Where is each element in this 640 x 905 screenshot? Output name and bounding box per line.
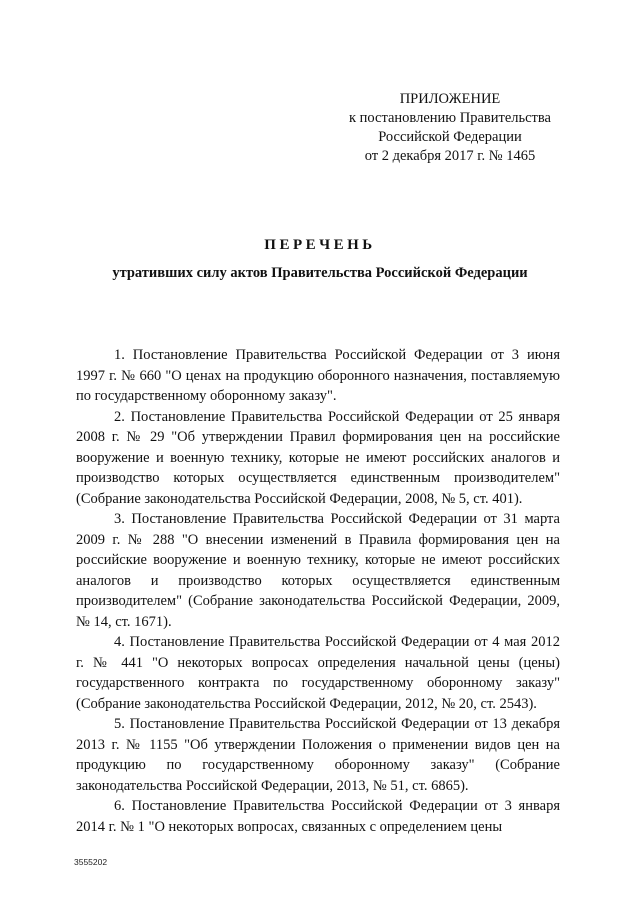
appendix-line-2: Российской Федерации [378, 129, 522, 145]
appendix-line-3: от 2 декабря 2017 г. № 1465 [364, 148, 536, 164]
list-item: 3. Постановление Правительства Российской Федерации от 31 марта 2009 г. № 288 "О внесении изменений в Правила формирования цен на российские вооружение и военную технику, которые не имеют российских аналогов и производство которых осуществляется единственным производителем" (Собрание законодательства Российской Федерации, 2009, № 14, ст. 1671). [76, 511, 560, 630]
appendix-title: ПРИЛОЖЕНИЕ [399, 91, 501, 107]
list-item: 1. Постановление Правительства Российской Федерации от 3 июня 1997 г. № 660 "О ценах на продукцию оборонного назначения, поставляемую по государственному оборонному заказу". [76, 347, 560, 404]
list-item: 4. Постановление Правительства Российской Федерации от 4 мая 2012 г. № 441 "О некоторых вопросах определения начальной цены (цены) государственного контракта по государственному оборонному заказу" (Собрание законодательства Российской Федерации, 2012, № 20, ст. 2543). [76, 634, 560, 712]
document-title: ПЕРЕЧЕНЬ [264, 237, 376, 253]
document-subtitle: утративших силу актов Правительства Российской Федерации [112, 265, 528, 281]
appendix-line-1: к постановлению Правительства [349, 110, 551, 126]
list-item: 5. Постановление Правительства Российской Федерации от 13 декабря 2013 г. № 1155 "Об утверждении Положения о применении видов цен на продукцию по государственному оборонному заказу" (Собрание законодательства Российской Федерации, 2013, № 51, ст. 6865). [76, 716, 560, 794]
document-code: 3555202 [74, 857, 108, 867]
list-item: 6. Постановление Правительства Российской Федерации от 3 января 2014 г. № 1 "О некоторых вопросах, связанных с определением цены [76, 798, 560, 835]
list-item: 2. Постановление Правительства Российской Федерации от 25 января 2008 г. № 29 "Об утверждении Правил формирования цен на российские вооружение и военную технику, которые не имеют российских аналогов и производство которых осуществляется единственным производителем" (Собрание законодательства Российской Федерации, 2008, № 5, ст. 401). [76, 408, 560, 507]
appendix-block [330, 90, 570, 166]
acts-list [76, 345, 560, 837]
